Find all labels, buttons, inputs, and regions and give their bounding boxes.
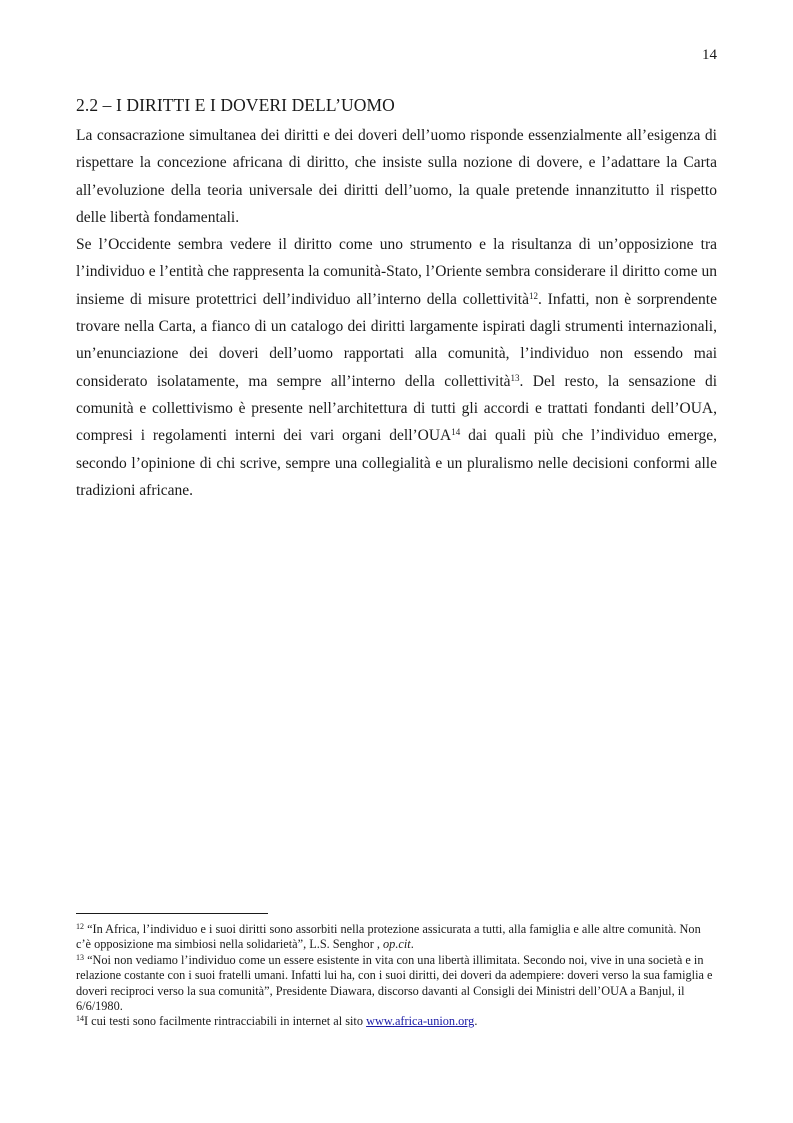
- paragraph-2-text: . Infatti, non è sorprendente trovare nella Carta, a fianco di un catalogo dei diritti largamente ispirati dagli strumenti internazionali, un’enunciazione dei doveri dell’uomo rapportati alla comunità, l’individuo non essendo mai considerato isolatamente, ma sempre all’interno della collettività: [76, 290, 717, 390]
- footnote-number: 13: [76, 952, 84, 962]
- footnote-12: [76, 922, 717, 953]
- footnotes: [76, 922, 717, 1030]
- footnote-ref-13[interactable]: 13: [510, 372, 520, 383]
- footnote-text: I cui testi sono facilmente rintracciabili in internet al sito: [84, 1014, 367, 1029]
- footnote-13: [76, 953, 717, 1015]
- page-number: 14: [702, 47, 717, 63]
- footnote-ref-12[interactable]: 12: [528, 290, 538, 301]
- footnote-ref-14[interactable]: 14: [451, 427, 461, 438]
- africa-union-link[interactable]: www.africa-union.org: [366, 1014, 475, 1029]
- footnote-divider: [76, 913, 268, 914]
- footnote-end: .: [474, 1014, 478, 1029]
- paragraph-2-text: . Del resto, la sensazione di comunità e collettivismo è presente nell’architettura di tutti gli accordi e trattati fondanti dell’OUA, compresi i regolamenti interni dei vari organi dell’OUA: [76, 372, 718, 445]
- footnote-14: [76, 1014, 717, 1029]
- paragraph-2: [76, 231, 717, 504]
- footnote-text: “In Africa, l’individuo e i suoi diritti sono assorbiti nella protezione assicurata a tutti, alla famiglia e alle altre comunità. Non c’è opposizione ma simbiosi nella solidarietà”, L.S. Senghor ,: [76, 922, 701, 952]
- paragraph-2-text: dai quali più che l’individuo emerge, secondo l’opinione di chi scrive, sempre una collegialità e un pluralismo nelle decisioni conformi alle tradizioni africane.: [76, 427, 717, 499]
- footnote-citation: op.cit: [383, 937, 411, 952]
- section-heading: 2.2 – I DIRITTI E I DOVERI DELL’UOMO: [76, 95, 395, 115]
- footnote-text: “Noi non vediamo l’individuo come un essere esistente in vita con una libertà illimitata. Secondo noi, vive in una società e in relazione costante con i suoi fratelli umani. Infatti lui ha, con i suoi diritti, dei doveri da adempiere: doveri verso la sua famiglia e doveri reciproci verso la sua comunità”, Presidente Diawara, discorso davanti al Consigli dei Ministri dell’OUA a Banjul, il 6/6/1980.: [76, 952, 713, 1014]
- paragraph-2-text: Se l’Occidente sembra vedere il diritto come uno strumento e la risultanza di un’opposizione tra l’individuo e l’entità che rappresenta la comunità-Stato, l’Oriente sembra considerare il diritto come un insieme di misure protettrici dell’individuo all’interno della collettività: [76, 236, 717, 308]
- footnote-number: 12: [76, 922, 84, 931]
- paragraph-1: La consacrazione simultanea dei diritti e dei doveri dell’uomo risponde essenzialmente all’esigenza di rispettare la concezione africana di diritto, che insiste sulla nozione di dovere, e l’adattare la Carta all’evoluzione della teoria universale dei diritti dell’uomo, la quale pretende innanzitutto il rispetto delle libertà fondamentali.: [76, 127, 717, 226]
- footnote-number: 14: [76, 1014, 84, 1024]
- body-text: [76, 122, 717, 504]
- footnote-end: .: [410, 937, 414, 952]
